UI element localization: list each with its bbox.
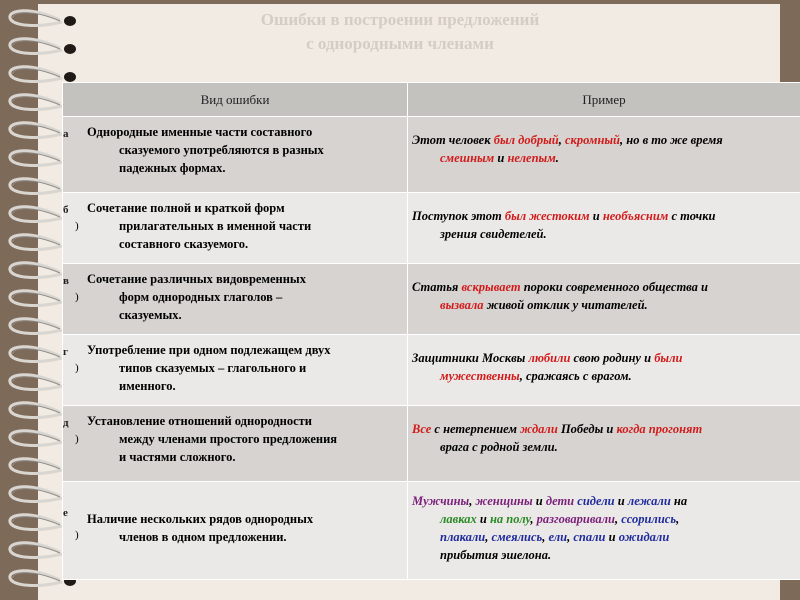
table-row	[63, 117, 800, 193]
row-marker: а	[63, 128, 69, 140]
title-line-2: с однородными членами	[306, 34, 494, 53]
example-cell	[408, 482, 800, 580]
row-marker-paren: )	[75, 362, 79, 374]
example-line: плакали, смеялись, ели, спали и ожидали	[440, 530, 670, 544]
example-cell	[408, 335, 800, 406]
row-marker: б	[63, 204, 69, 216]
row-marker: е	[63, 507, 68, 519]
error-text-line: Сочетание полной и краткой форм	[87, 201, 285, 215]
page-title	[150, 8, 650, 56]
table-header-row	[63, 83, 800, 117]
table-row	[63, 264, 800, 335]
error-text-line: типов сказуемых – глагольного и	[119, 361, 307, 375]
example-line: зрения свидетелей.	[440, 227, 547, 241]
example-line: вызвала живой отклик у читателей.	[440, 298, 648, 312]
table-row	[63, 193, 800, 264]
error-text-line: Употребление при одном подлежащем двух	[87, 343, 331, 357]
example-cell	[408, 264, 800, 335]
row-marker-paren: )	[75, 220, 79, 232]
error-text-line: именного.	[119, 379, 176, 393]
example-cell	[408, 193, 800, 264]
row-marker: д	[63, 417, 69, 429]
spiral-ring	[10, 11, 76, 26]
error-text-line: членов в одном предложении.	[119, 530, 287, 544]
error-type-cell	[63, 264, 408, 335]
header-error-type: Вид ошибки	[63, 83, 408, 117]
example-line: Этот человек был добрый, скромный, но в то же время	[412, 133, 723, 147]
row-marker: г	[63, 346, 68, 358]
table-row	[63, 335, 800, 406]
row-marker-paren: )	[75, 433, 79, 445]
spiral-ring	[10, 39, 76, 54]
example-line: Все с нетерпением ждали Победы и когда прогонят	[412, 422, 703, 436]
error-type-cell	[63, 482, 408, 580]
example-line: врага с родной земли.	[440, 440, 558, 454]
error-text-line: Наличие нескольких рядов однородных	[87, 512, 314, 526]
row-marker: в	[63, 275, 69, 287]
table-row	[63, 482, 800, 580]
error-text-line: Установление отношений однородности	[87, 414, 312, 428]
example-line: Поступок этот был жестоким и необъясним с точки	[412, 209, 716, 223]
example-line: смешным и нелепым.	[440, 151, 559, 165]
example-line: лавках и на полу, разговаривали, ссорились,	[440, 512, 680, 526]
error-text-line: форм однородных глаголов –	[119, 290, 283, 304]
error-type-cell	[63, 406, 408, 482]
row-marker-paren: )	[75, 291, 79, 303]
example-cell	[408, 406, 800, 482]
example-cell	[408, 117, 800, 193]
errors-table	[62, 82, 800, 580]
spiral-ring	[10, 67, 76, 82]
example-line: Статья вскрывает пороки современного общества и	[412, 280, 709, 294]
error-type-cell	[63, 193, 408, 264]
error-text-line: составного сказуемого.	[119, 237, 249, 251]
error-type-cell	[63, 117, 408, 193]
table-row	[63, 406, 800, 482]
example-line: прибытия эшелона.	[440, 548, 552, 562]
error-text-line: Однородные именные части составного	[87, 125, 313, 139]
title-line-1: Ошибки в построении предложений	[260, 10, 540, 29]
error-text-line: прилагательных в именной части	[119, 219, 312, 233]
example-line: мужественны, сражаясь с врагом.	[440, 369, 632, 383]
row-marker-paren: )	[75, 529, 79, 541]
error-type-cell	[63, 335, 408, 406]
error-text-line: и частями сложного.	[119, 450, 236, 464]
example-line: Мужчины, женщины и дети сидели и лежали на	[412, 494, 688, 508]
error-text-line: между членами простого предложения	[119, 432, 338, 446]
error-text-line: падежных формах.	[119, 161, 226, 175]
error-text-line: сказуемого употребляются в разных	[119, 143, 324, 157]
error-text-line: сказуемых.	[119, 308, 182, 322]
header-example: Пример	[408, 83, 800, 117]
error-text-line: Сочетание различных видовременных	[87, 272, 306, 286]
example-line: Защитники Москвы любили свою родину и были	[412, 351, 683, 365]
